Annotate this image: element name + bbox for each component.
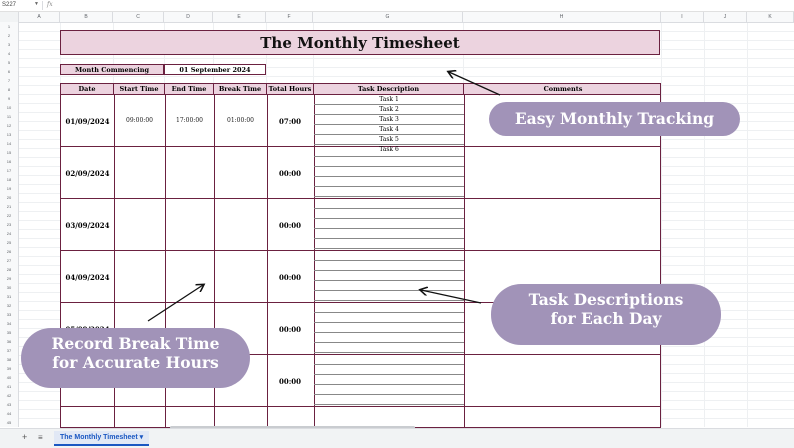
row-number[interactable]: 28: [6, 267, 12, 272]
row-number[interactable]: 22: [6, 213, 12, 218]
header-start-time: Start Time: [114, 84, 165, 95]
total-hours-cell[interactable]: 00:00: [278, 325, 302, 334]
row-number[interactable]: 41: [6, 384, 12, 389]
arrow-to-task-column: [421, 290, 481, 303]
total-hours-cell[interactable]: 07:00: [278, 117, 302, 126]
column-header-a[interactable]: A: [19, 12, 60, 22]
row-number[interactable]: 14: [6, 141, 12, 146]
task-label[interactable]: Task 1: [379, 96, 399, 103]
header-task-description: Task Description: [314, 84, 464, 95]
callout-break-line-1: Record Break Time: [51, 334, 220, 353]
row-number[interactable]: 18: [6, 177, 12, 182]
row-number[interactable]: 44: [6, 411, 12, 416]
column-header-g[interactable]: G: [313, 12, 463, 22]
row-number[interactable]: 13: [6, 132, 12, 137]
chevron-down-icon[interactable]: ▼: [34, 1, 39, 7]
row-number[interactable]: 26: [6, 249, 12, 254]
row-number[interactable]: 4: [7, 51, 11, 56]
callout-monthly-tracking: Easy Monthly Tracking: [489, 102, 740, 136]
total-hours-cell[interactable]: 00:00: [278, 273, 302, 282]
task-label[interactable]: Task 6: [379, 146, 399, 153]
arrow-to-title: [449, 72, 500, 95]
row-number[interactable]: 17: [6, 168, 12, 173]
row-number[interactable]: 33: [6, 312, 12, 317]
fx-icon: fx: [47, 1, 53, 8]
total-hours-cell[interactable]: 00:00: [278, 169, 302, 178]
total-hours-cell[interactable]: 00:00: [278, 221, 302, 230]
task-label[interactable]: Task 3: [379, 116, 399, 123]
row-number[interactable]: 37: [6, 348, 12, 353]
month-commencing-label: Month Commencing: [60, 64, 164, 75]
column-header-e[interactable]: E: [213, 12, 266, 22]
row-number[interactable]: 16: [6, 159, 12, 164]
row-number[interactable]: 25: [6, 240, 12, 245]
column-header-f[interactable]: F: [266, 12, 313, 22]
start-time-cell[interactable]: 09:00:00: [126, 117, 153, 124]
arrow-to-break-column: [148, 285, 203, 321]
add-sheet-icon[interactable]: +: [22, 432, 28, 442]
callout-task-line-1: Task Descriptions: [528, 290, 684, 309]
row-number[interactable]: 10: [6, 105, 12, 110]
column-header-h[interactable]: H: [463, 12, 661, 22]
header-date: Date: [61, 84, 114, 95]
header-total-hours: Total Hours: [267, 84, 314, 95]
row-number[interactable]: 7: [7, 78, 11, 83]
date-cell[interactable]: 03/09/2024: [65, 221, 110, 230]
row-number[interactable]: 23: [6, 222, 12, 227]
row-number[interactable]: 5: [7, 60, 11, 65]
header-end-time: End Time: [165, 84, 214, 95]
sheet-tab-bar: [0, 428, 794, 448]
end-time-cell[interactable]: 17:00:00: [176, 117, 203, 124]
row-number[interactable]: 19: [6, 186, 12, 191]
row-number[interactable]: 12: [6, 123, 12, 128]
sheet-tab-label: The Monthly Timesheet: [60, 434, 138, 441]
name-box[interactable]: S227: [2, 2, 17, 8]
break-time-cell[interactable]: 01:00:00: [227, 117, 254, 124]
sheet-tab-active[interactable]: The Monthly Timesheet ▾: [54, 431, 149, 446]
row-number[interactable]: 11: [6, 114, 12, 119]
row-number[interactable]: 3: [7, 42, 11, 47]
row-number[interactable]: 40: [6, 375, 12, 380]
row-number[interactable]: 1: [7, 24, 11, 29]
column-header-j[interactable]: J: [704, 12, 747, 22]
row-number[interactable]: 34: [6, 321, 12, 326]
header-break-time: Break Time: [214, 84, 267, 95]
row-number[interactable]: 20: [6, 195, 12, 200]
header-comments: Comments: [464, 84, 661, 95]
task-label[interactable]: Task 4: [379, 126, 399, 133]
row-number[interactable]: 43: [6, 402, 12, 407]
column-header-k[interactable]: K: [747, 12, 794, 22]
date-cell[interactable]: 02/09/2024: [65, 169, 110, 178]
row-number[interactable]: 31: [6, 294, 12, 299]
all-sheets-icon[interactable]: ≡: [38, 433, 43, 442]
date-cell[interactable]: 04/09/2024: [65, 273, 110, 282]
row-number[interactable]: 38: [6, 357, 12, 362]
column-header-c[interactable]: C: [113, 12, 164, 22]
row-number[interactable]: 15: [6, 150, 12, 155]
sheet-title: The Monthly Timesheet: [60, 30, 660, 55]
task-label[interactable]: Task 2: [379, 106, 399, 113]
row-number[interactable]: 32: [6, 303, 12, 308]
row-number[interactable]: 8: [7, 87, 11, 92]
row-number[interactable]: 6: [7, 69, 11, 74]
row-number[interactable]: 27: [6, 258, 12, 263]
row-number[interactable]: 39: [6, 366, 12, 371]
row-number[interactable]: 30: [6, 285, 12, 290]
row-number[interactable]: 24: [6, 231, 12, 236]
row-number[interactable]: 35: [6, 330, 12, 335]
column-header-d[interactable]: D: [164, 12, 213, 22]
row-number[interactable]: 21: [6, 204, 12, 209]
column-header-i[interactable]: I: [661, 12, 704, 22]
row-number[interactable]: 36: [6, 339, 12, 344]
total-hours-cell[interactable]: 00:00: [278, 377, 302, 386]
row-number[interactable]: 2: [7, 33, 11, 38]
month-commencing-value[interactable]: 01 September 2024: [164, 64, 266, 75]
row-number[interactable]: 45: [6, 420, 12, 425]
column-header-b[interactable]: B: [60, 12, 113, 22]
row-number[interactable]: 9: [7, 96, 11, 101]
date-cell[interactable]: 01/09/2024: [65, 117, 110, 126]
row-number[interactable]: 42: [6, 393, 12, 398]
callout-break-line-2: for Accurate Hours: [52, 353, 219, 372]
task-label[interactable]: Task 5: [379, 136, 399, 143]
row-number[interactable]: 29: [6, 276, 12, 281]
callout-task-line-2: for Each Day: [550, 309, 662, 328]
